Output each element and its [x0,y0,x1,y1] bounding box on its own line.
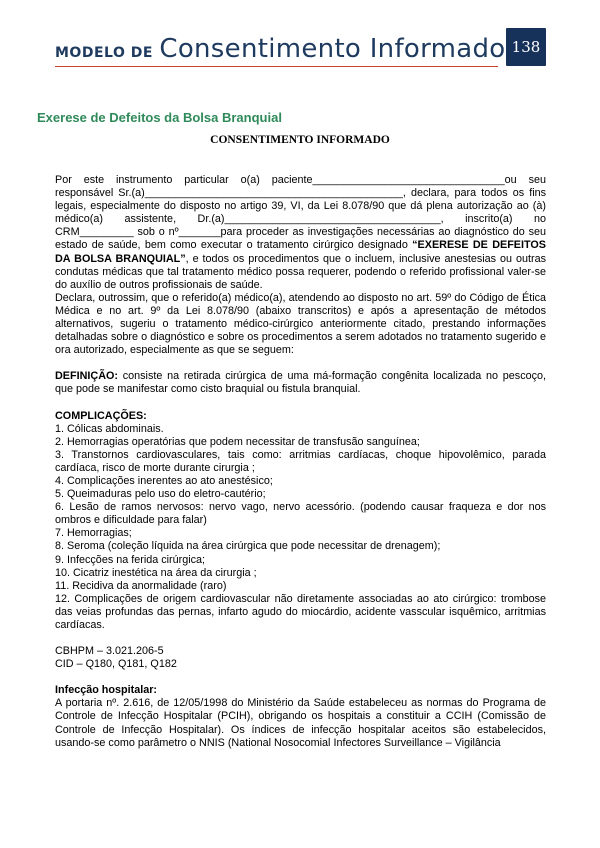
brand-title [55,34,506,64]
brand-main: Consentimento Informado [159,34,506,64]
intro-text-b: , e todos os procedimentos que o incluem, inclusive anestesias ou outras condutas médicas que tal tratamento médico possa requerer, podendo o referido profissional valer-se do auxílio de outros profissionais de saúde. [55,252,546,291]
definition-paragraph [55,370,546,396]
list-item: 11. Recidiva da anormalidade (raro) [55,579,227,592]
list-item: 4. Complicações inerentes ao ato anestésico; [55,474,273,487]
list-item: 10. Cicatriz inestética na área da cirurgia ; [55,566,257,579]
list-item: 9. Infecções na ferida cirúrgica; [55,553,206,566]
brand-prefix: MODELO DE [55,45,153,61]
document-title: CONSENTIMENTO INFORMADO [210,134,390,146]
list-item: 3. Transtornos cardiovasculares, tais como: arritmias cardíacas, choque hipovolêmico, parada cardíaca, risco de morte durante cirurgia ; [55,448,546,474]
list-item: 7. Hemorragias; [55,527,132,540]
intro-paragraph [55,174,546,292]
definition-text: consiste na retirada cirúrgica de uma má-formação congênita localizada no pescoço, que pode se manifestar como cisto braquial ou fistula branquial. [55,370,546,396]
list-item: 12. Complicações de origem cardiovascular não diretamente associadas ao ato cirúrgico: trombose das veias profundas das pernas, infarto agudo do miocárdio, acidente vasscular isquêmico, arritmias cardíacas. [55,592,546,631]
list-item: 6. Lesão de ramos nervosos: nervo vago, nervo acessório. (podendo causar fraqueza e dor nos ombros e dificuldade para falar) [55,501,546,527]
page-number-badge: 138 [506,28,546,66]
list-item: 8. Seroma (coleção líquida na área cirúrgica que pode necessitar de drenagem); [55,540,441,553]
intro-text-a: Por este instrumento particular o(a) paciente________________________________ou seu responsável Sr.(a)___________________________________________, declara, para todos os fins legais, especialmente do disposto no artigo 39, VI, da Lei 8.078/90 que dá plena autorização ao (à) médico(a) assistente, Dr.(a)____________________________________, inscrito(a) no CRM_________ sob o nº_______para proceder as investigações necessárias ao diagnóstico do seu estado de saúde, bem como executar o tratamento cirúrgico designado [55,174,546,252]
header-divider [55,66,498,67]
document-body [55,174,546,750]
definition-label: DEFINIÇÃO: [55,370,118,383]
hospital-infection-heading: Infecção hospitalar: [55,684,157,697]
procedure-name: “EXERESE DE DEFEITOS DA BOLSA BRANQUIAL” [55,239,547,265]
declaration-paragraph: Declara, outrossim, que o referido(a) médico(a), atendendo ao disposto no art. 59º do Código de Ética Médica e no art. 9º da Lei 8.078/90 (abaixo transcritos) e após a apresentação de métodos alternativos, sugeriu o tratamento médico-cirúrgico anteriormente citado, prestando informações detalhadas sobre o diagnóstico e sobre os procedimentos a serem adotados no tratamento sugerido e ora autorizado, especialmente as que se seguem: [55,291,546,357]
hospital-infection-text: A portaria nº. 2.616, de 12/05/1998 do Ministério da Saúde estabeleceu as normas do Programa de Controle de Infecção Hospitalar (PCIH), obrigando os hospitais a constituir a CCIH (Comissão de Controle de Infecção Hospitalar). Os índices de infecção hospitalar aceitos são estabelecidos, usando-se como parâmetro o NNIS (National Nosocomial Infectores Surveillance – Vigilância [55,697,546,749]
complications-heading: COMPLICAÇÕES: [55,409,147,422]
complications-list [55,423,546,633]
section-title: Exerese de Defeitos da Bolsa Branquial [37,110,282,125]
list-item: 5. Queimaduras pelo uso do eletro-cautério; [55,488,266,501]
list-item: 1. Cólicas abdominais. [55,422,164,435]
cbhpm-code: CBHPM – 3.021.206-5 [55,645,164,658]
cid-code: CID – Q180, Q181, Q182 [55,658,177,671]
list-item: 2. Hemorragias operatórias que podem necessitar de transfusão sanguínea; [55,435,420,448]
page-header [0,0,600,70]
